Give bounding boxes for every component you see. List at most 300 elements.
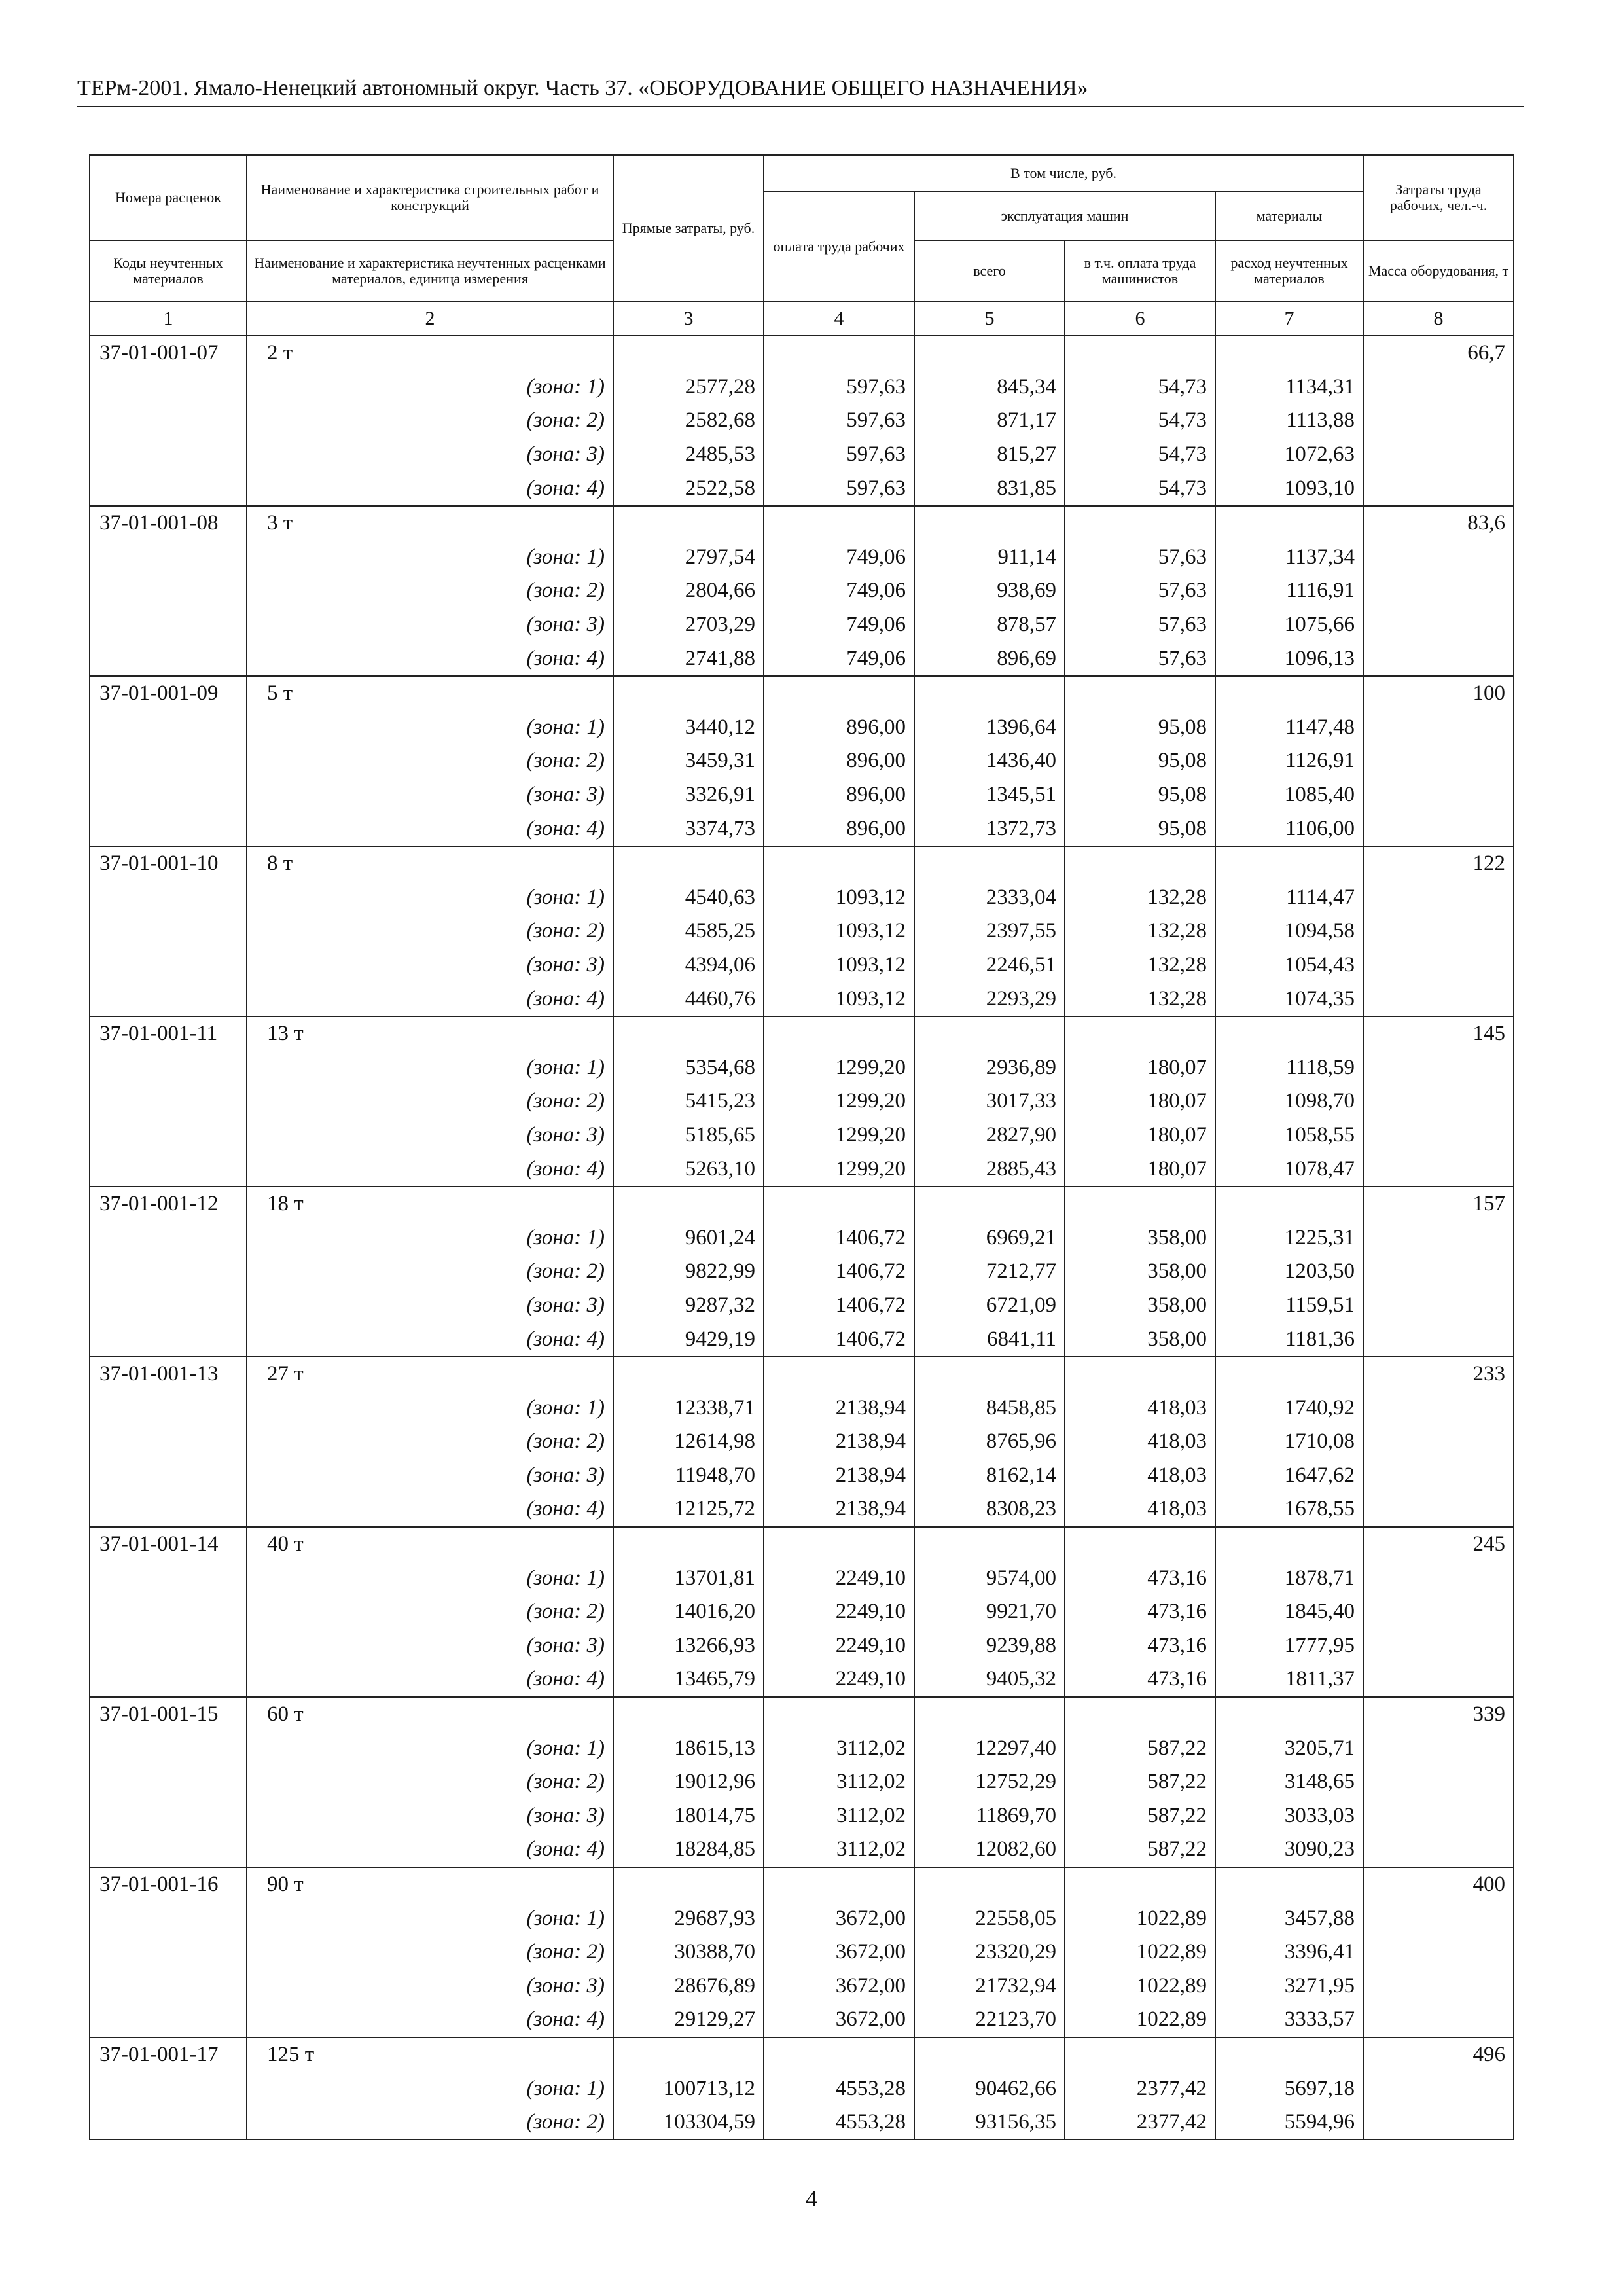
worker-pay-value: 1299,20 — [764, 1085, 914, 1119]
rate-group — [90, 1187, 1514, 1357]
worker-pay-value: 1406,72 — [764, 1289, 914, 1323]
direct-costs-value: 2703,29 — [613, 608, 764, 642]
rate-group — [90, 676, 1514, 846]
zone-label: (зона: 3) — [247, 1799, 613, 1833]
worker-pay-value: 2138,94 — [764, 1425, 914, 1459]
empty-cell — [90, 1085, 247, 1119]
machinist-pay-value: 473,16 — [1065, 1629, 1215, 1663]
empty-cell — [1363, 1459, 1514, 1493]
direct-costs-value: 18615,13 — [613, 1731, 764, 1765]
machinist-pay-value: 132,28 — [1065, 881, 1215, 915]
machines-total-value: 871,17 — [914, 404, 1065, 438]
empty-cell — [1363, 438, 1514, 472]
labor-costs-value: 496 — [1363, 2037, 1514, 2072]
direct-costs-value: 13465,79 — [613, 1662, 764, 1697]
empty-cell — [90, 370, 247, 404]
zone-label: (зона: 1) — [247, 1391, 613, 1425]
machinist-pay-value: 132,28 — [1065, 948, 1215, 982]
empty-cell — [914, 1527, 1065, 1562]
column-number: 1 — [90, 302, 247, 336]
materials-value: 1085,40 — [1215, 778, 1363, 812]
column-number: 4 — [764, 302, 914, 336]
materials-value: 1058,55 — [1215, 1119, 1363, 1153]
worker-pay-value: 597,63 — [764, 370, 914, 404]
materials-value: 3457,88 — [1215, 1901, 1363, 1935]
empty-cell — [90, 982, 247, 1016]
empty-cell — [1363, 2072, 1514, 2106]
worker-pay-value: 896,00 — [764, 812, 914, 846]
table-row — [90, 1492, 1514, 1527]
page-header: ТЕРм-2001. Ямало-Ненецкий автономный округ. Часть 37. «ОБОРУДОВАНИЕ ОБЩЕГО НАЗНАЧЕНИЯ» — [77, 73, 1524, 107]
table-row — [90, 846, 1514, 881]
worker-pay-value: 749,06 — [764, 641, 914, 676]
empty-cell — [1363, 1561, 1514, 1595]
machines-total-value: 1396,64 — [914, 711, 1065, 745]
direct-costs-value: 4460,76 — [613, 982, 764, 1016]
machinist-pay-value: 587,22 — [1065, 1799, 1215, 1833]
materials-value: 3033,03 — [1215, 1799, 1363, 1833]
rate-code: 37-01-001-10 — [90, 846, 247, 881]
empty-cell — [90, 778, 247, 812]
empty-cell — [1363, 1119, 1514, 1153]
empty-cell — [914, 336, 1065, 370]
empty-cell — [1065, 506, 1215, 541]
worker-pay-value: 3672,00 — [764, 1935, 914, 1969]
worker-pay-value: 3112,02 — [764, 1799, 914, 1833]
table-row — [90, 778, 1514, 812]
machines-total-value: 9405,32 — [914, 1662, 1065, 1697]
rate-code: 37-01-001-16 — [90, 1867, 247, 1902]
empty-cell — [90, 541, 247, 575]
equipment-capacity: 2 т — [247, 336, 613, 370]
worker-pay-value: 749,06 — [764, 608, 914, 642]
empty-cell — [90, 1050, 247, 1085]
empty-cell — [90, 1799, 247, 1833]
worker-pay-value: 1093,12 — [764, 948, 914, 982]
direct-costs-value: 18284,85 — [613, 1833, 764, 1867]
empty-cell — [613, 1697, 764, 1732]
worker-pay-value: 2138,94 — [764, 1459, 914, 1493]
empty-cell — [90, 438, 247, 472]
machines-total-value: 9921,70 — [914, 1595, 1065, 1629]
machinist-pay-value: 358,00 — [1065, 1322, 1215, 1357]
table-row — [90, 574, 1514, 608]
materials-value: 1094,58 — [1215, 914, 1363, 948]
empty-cell — [1363, 1799, 1514, 1833]
empty-cell — [613, 336, 764, 370]
zone-label: (зона: 3) — [247, 438, 613, 472]
worker-pay-value: 4553,28 — [764, 2106, 914, 2140]
table-row — [90, 1459, 1514, 1493]
empty-cell — [90, 2072, 247, 2106]
worker-pay-value: 2249,10 — [764, 1595, 914, 1629]
empty-cell — [1363, 1969, 1514, 2003]
machinist-pay-value: 418,03 — [1065, 1492, 1215, 1527]
materials-value: 1845,40 — [1215, 1595, 1363, 1629]
materials-value: 5594,96 — [1215, 2106, 1363, 2140]
zone-label: (зона: 4) — [247, 812, 613, 846]
machines-total-value: 845,34 — [914, 370, 1065, 404]
empty-cell — [914, 1697, 1065, 1732]
direct-costs-value: 4585,25 — [613, 914, 764, 948]
direct-costs-value: 3374,73 — [613, 812, 764, 846]
empty-cell — [1363, 1289, 1514, 1323]
equipment-capacity: 5 т — [247, 676, 613, 711]
worker-pay-value: 1299,20 — [764, 1152, 914, 1187]
header-rate-numbers: Номера расценок — [90, 155, 247, 240]
zone-label: (зона: 1) — [247, 1050, 613, 1085]
materials-value: 1114,47 — [1215, 881, 1363, 915]
empty-cell — [90, 404, 247, 438]
header-material-codes: Коды неучтенных материалов — [90, 240, 247, 302]
machinist-pay-value: 587,22 — [1065, 1731, 1215, 1765]
zone-label: (зона: 3) — [247, 1969, 613, 2003]
equipment-capacity: 27 т — [247, 1357, 613, 1391]
empty-cell — [764, 1357, 914, 1391]
empty-cell — [1363, 1492, 1514, 1527]
zone-label: (зона: 2) — [247, 914, 613, 948]
empty-cell — [764, 1527, 914, 1562]
zone-label: (зона: 2) — [247, 1085, 613, 1119]
table-row — [90, 881, 1514, 915]
header-machines: эксплуатация машин — [914, 192, 1215, 240]
table-row — [90, 1221, 1514, 1255]
empty-cell — [90, 1662, 247, 1697]
rate-code: 37-01-001-13 — [90, 1357, 247, 1391]
empty-cell — [90, 1595, 247, 1629]
table-row — [90, 1016, 1514, 1051]
empty-cell — [613, 2037, 764, 2072]
materials-value: 1106,00 — [1215, 812, 1363, 846]
table-row — [90, 1935, 1514, 1969]
machinist-pay-value: 587,22 — [1065, 1765, 1215, 1799]
equipment-capacity: 90 т — [247, 1867, 613, 1902]
direct-costs-value: 18014,75 — [613, 1799, 764, 1833]
machinist-pay-value: 57,63 — [1065, 574, 1215, 608]
empty-cell — [90, 1459, 247, 1493]
column-number: 5 — [914, 302, 1065, 336]
table-row — [90, 1697, 1514, 1732]
zone-label: (зона: 3) — [247, 778, 613, 812]
empty-cell — [1363, 711, 1514, 745]
machinist-pay-value: 54,73 — [1065, 471, 1215, 506]
zone-label: (зона: 1) — [247, 370, 613, 404]
machines-total-value: 2885,43 — [914, 1152, 1065, 1187]
header-equipment-mass: Масса оборудования, т — [1363, 240, 1514, 302]
empty-cell — [1215, 1527, 1363, 1562]
zone-label: (зона: 3) — [247, 1629, 613, 1663]
zone-label: (зона: 2) — [247, 1255, 613, 1289]
materials-value: 3090,23 — [1215, 1833, 1363, 1867]
rate-group — [90, 2037, 1514, 2140]
machines-total-value: 3017,33 — [914, 1085, 1065, 1119]
rate-group — [90, 1867, 1514, 2037]
materials-value: 1225,31 — [1215, 1221, 1363, 1255]
zone-label: (зона: 2) — [247, 1935, 613, 1969]
machinist-pay-value: 1022,89 — [1065, 1901, 1215, 1935]
empty-cell — [1363, 1629, 1514, 1663]
empty-cell — [1215, 1867, 1363, 1902]
materials-value: 1137,34 — [1215, 541, 1363, 575]
empty-cell — [1363, 1833, 1514, 1867]
empty-cell — [1363, 914, 1514, 948]
column-number: 6 — [1065, 302, 1215, 336]
zone-label: (зона: 1) — [247, 2072, 613, 2106]
empty-cell — [90, 1901, 247, 1935]
empty-cell — [613, 676, 764, 711]
materials-value: 3271,95 — [1215, 1969, 1363, 2003]
machines-total-value: 22558,05 — [914, 1901, 1065, 1935]
empty-cell — [1215, 846, 1363, 881]
empty-cell — [613, 506, 764, 541]
table-row — [90, 2106, 1514, 2140]
machines-total-value: 21732,94 — [914, 1969, 1065, 2003]
empty-cell — [90, 608, 247, 642]
machinist-pay-value: 132,28 — [1065, 982, 1215, 1016]
table-row — [90, 541, 1514, 575]
machines-total-value: 12297,40 — [914, 1731, 1065, 1765]
worker-pay-value: 1093,12 — [764, 914, 914, 948]
table-row — [90, 1595, 1514, 1629]
empty-cell — [90, 1152, 247, 1187]
empty-cell — [1065, 1527, 1215, 1562]
machines-total-value: 23320,29 — [914, 1935, 1065, 1969]
machinist-pay-value: 54,73 — [1065, 404, 1215, 438]
machinist-pay-value: 2377,42 — [1065, 2072, 1215, 2106]
header-including: В том числе, руб. — [764, 155, 1363, 192]
labor-costs-value: 100 — [1363, 676, 1514, 711]
empty-cell — [914, 506, 1065, 541]
materials-value: 1203,50 — [1215, 1255, 1363, 1289]
zone-label: (зона: 4) — [247, 1322, 613, 1357]
empty-cell — [1363, 541, 1514, 575]
machines-total-value: 8458,85 — [914, 1391, 1065, 1425]
table-row — [90, 1901, 1514, 1935]
machinist-pay-value: 180,07 — [1065, 1119, 1215, 1153]
materials-value: 1134,31 — [1215, 370, 1363, 404]
direct-costs-value: 2741,88 — [613, 641, 764, 676]
empty-cell — [1065, 1867, 1215, 1902]
machines-total-value: 878,57 — [914, 608, 1065, 642]
machines-total-value: 2936,89 — [914, 1050, 1065, 1085]
direct-costs-value: 4540,63 — [613, 881, 764, 915]
machines-total-value: 2293,29 — [914, 982, 1065, 1016]
table-row — [90, 812, 1514, 846]
worker-pay-value: 1406,72 — [764, 1255, 914, 1289]
zone-label: (зона: 3) — [247, 1119, 613, 1153]
machines-total-value: 911,14 — [914, 541, 1065, 575]
direct-costs-value: 14016,20 — [613, 1595, 764, 1629]
worker-pay-value: 1093,12 — [764, 982, 914, 1016]
empty-cell — [1065, 2037, 1215, 2072]
direct-costs-value: 13701,81 — [613, 1561, 764, 1595]
machines-total-value: 90462,66 — [914, 2072, 1065, 2106]
empty-cell — [90, 948, 247, 982]
empty-cell — [1363, 2106, 1514, 2140]
rate-group — [90, 1016, 1514, 1187]
table-row — [90, 471, 1514, 506]
rates-table — [89, 154, 1514, 2140]
empty-cell — [764, 1016, 914, 1051]
table-row — [90, 641, 1514, 676]
column-number: 7 — [1215, 302, 1363, 336]
empty-cell — [1363, 2003, 1514, 2037]
direct-costs-value: 2804,66 — [613, 574, 764, 608]
zone-label: (зона: 1) — [247, 711, 613, 745]
empty-cell — [90, 1289, 247, 1323]
worker-pay-value: 2138,94 — [764, 1492, 914, 1527]
empty-cell — [90, 881, 247, 915]
zone-label: (зона: 1) — [247, 1901, 613, 1935]
empty-cell — [1065, 1357, 1215, 1391]
machines-total-value: 12752,29 — [914, 1765, 1065, 1799]
machinist-pay-value: 473,16 — [1065, 1561, 1215, 1595]
direct-costs-value: 11948,70 — [613, 1459, 764, 1493]
zone-label: (зона: 2) — [247, 2106, 613, 2140]
table-row — [90, 1152, 1514, 1187]
table-row — [90, 1662, 1514, 1697]
empty-cell — [1363, 471, 1514, 506]
materials-value: 5697,18 — [1215, 2072, 1363, 2106]
worker-pay-value: 597,63 — [764, 404, 914, 438]
empty-cell — [90, 1119, 247, 1153]
empty-cell — [1065, 1187, 1215, 1221]
table-row — [90, 1187, 1514, 1221]
empty-cell — [1215, 1697, 1363, 1732]
labor-costs-value: 245 — [1363, 1527, 1514, 1562]
table-row — [90, 948, 1514, 982]
zone-label: (зона: 4) — [247, 2003, 613, 2037]
direct-costs-value: 5415,23 — [613, 1085, 764, 1119]
direct-costs-value: 2797,54 — [613, 541, 764, 575]
direct-costs-value: 12338,71 — [613, 1391, 764, 1425]
empty-cell — [613, 1527, 764, 1562]
machinist-pay-value: 418,03 — [1065, 1425, 1215, 1459]
table-row — [90, 438, 1514, 472]
direct-costs-value: 28676,89 — [613, 1969, 764, 2003]
direct-costs-value: 5185,65 — [613, 1119, 764, 1153]
empty-cell — [1065, 846, 1215, 881]
machinist-pay-value: 1022,89 — [1065, 1935, 1215, 1969]
empty-cell — [1363, 1050, 1514, 1085]
labor-costs-value: 66,7 — [1363, 336, 1514, 370]
empty-cell — [914, 2037, 1065, 2072]
empty-cell — [1363, 1901, 1514, 1935]
materials-value: 1777,95 — [1215, 1629, 1363, 1663]
direct-costs-value: 9822,99 — [613, 1255, 764, 1289]
empty-cell — [1363, 982, 1514, 1016]
machines-total-value: 12082,60 — [914, 1833, 1065, 1867]
empty-cell — [90, 1391, 247, 1425]
empty-cell — [1363, 812, 1514, 846]
direct-costs-value: 3440,12 — [613, 711, 764, 745]
materials-value: 1710,08 — [1215, 1425, 1363, 1459]
table-row — [90, 404, 1514, 438]
zone-label: (зона: 3) — [247, 608, 613, 642]
machinist-pay-value: 95,08 — [1065, 744, 1215, 778]
equipment-capacity: 60 т — [247, 1697, 613, 1732]
empty-cell — [90, 711, 247, 745]
labor-costs-value: 145 — [1363, 1016, 1514, 1051]
header-work-name: Наименование и характеристика строительных работ и конструкций — [247, 155, 613, 240]
machinist-pay-value: 358,00 — [1065, 1289, 1215, 1323]
rate-group — [90, 506, 1514, 676]
table-row — [90, 1391, 1514, 1425]
rate-group — [90, 1527, 1514, 1697]
table-row — [90, 1629, 1514, 1663]
empty-cell — [90, 1322, 247, 1357]
table-row — [90, 370, 1514, 404]
empty-cell — [914, 1187, 1065, 1221]
table-row — [90, 1765, 1514, 1799]
rate-code: 37-01-001-12 — [90, 1187, 247, 1221]
empty-cell — [1363, 1255, 1514, 1289]
table-row — [90, 676, 1514, 711]
direct-costs-value: 30388,70 — [613, 1935, 764, 1969]
machines-total-value: 6721,09 — [914, 1289, 1065, 1323]
worker-pay-value: 1406,72 — [764, 1322, 914, 1357]
worker-pay-value: 749,06 — [764, 541, 914, 575]
empty-cell — [1363, 778, 1514, 812]
empty-cell — [764, 1867, 914, 1902]
table-row — [90, 1119, 1514, 1153]
table-row — [90, 2003, 1514, 2037]
empty-cell — [914, 1867, 1065, 1902]
empty-cell — [90, 1492, 247, 1527]
machines-total-value: 9574,00 — [914, 1561, 1065, 1595]
materials-value: 1678,55 — [1215, 1492, 1363, 1527]
rate-code: 37-01-001-17 — [90, 2037, 247, 2072]
direct-costs-value: 9601,24 — [613, 1221, 764, 1255]
rate-code: 37-01-001-08 — [90, 506, 247, 541]
machines-total-value: 2397,55 — [914, 914, 1065, 948]
empty-cell — [613, 1016, 764, 1051]
machinist-pay-value: 132,28 — [1065, 914, 1215, 948]
table-row — [90, 744, 1514, 778]
machinist-pay-value: 180,07 — [1065, 1085, 1215, 1119]
machines-total-value: 7212,77 — [914, 1255, 1065, 1289]
machines-total-value: 1372,73 — [914, 812, 1065, 846]
worker-pay-value: 1299,20 — [764, 1050, 914, 1085]
table-row — [90, 608, 1514, 642]
rate-group — [90, 846, 1514, 1016]
zone-label: (зона: 1) — [247, 1731, 613, 1765]
materials-value: 1098,70 — [1215, 1085, 1363, 1119]
empty-cell — [914, 1357, 1065, 1391]
labor-costs-value: 122 — [1363, 846, 1514, 881]
empty-cell — [1065, 336, 1215, 370]
table-row — [90, 1322, 1514, 1357]
empty-cell — [1363, 1152, 1514, 1187]
machinist-pay-value: 54,73 — [1065, 370, 1215, 404]
table-row — [90, 1357, 1514, 1391]
machinist-pay-value: 54,73 — [1065, 438, 1215, 472]
machinist-pay-value: 95,08 — [1065, 711, 1215, 745]
table-row — [90, 1255, 1514, 1289]
materials-value: 1078,47 — [1215, 1152, 1363, 1187]
worker-pay-value: 3672,00 — [764, 1969, 914, 2003]
empty-cell — [90, 744, 247, 778]
empty-cell — [1065, 676, 1215, 711]
zone-label: (зона: 1) — [247, 881, 613, 915]
empty-cell — [764, 1187, 914, 1221]
machinist-pay-value: 587,22 — [1065, 1833, 1215, 1867]
worker-pay-value: 749,06 — [764, 574, 914, 608]
zone-label: (зона: 4) — [247, 1152, 613, 1187]
zone-label: (зона: 2) — [247, 404, 613, 438]
empty-cell — [90, 812, 247, 846]
empty-cell — [1065, 1016, 1215, 1051]
